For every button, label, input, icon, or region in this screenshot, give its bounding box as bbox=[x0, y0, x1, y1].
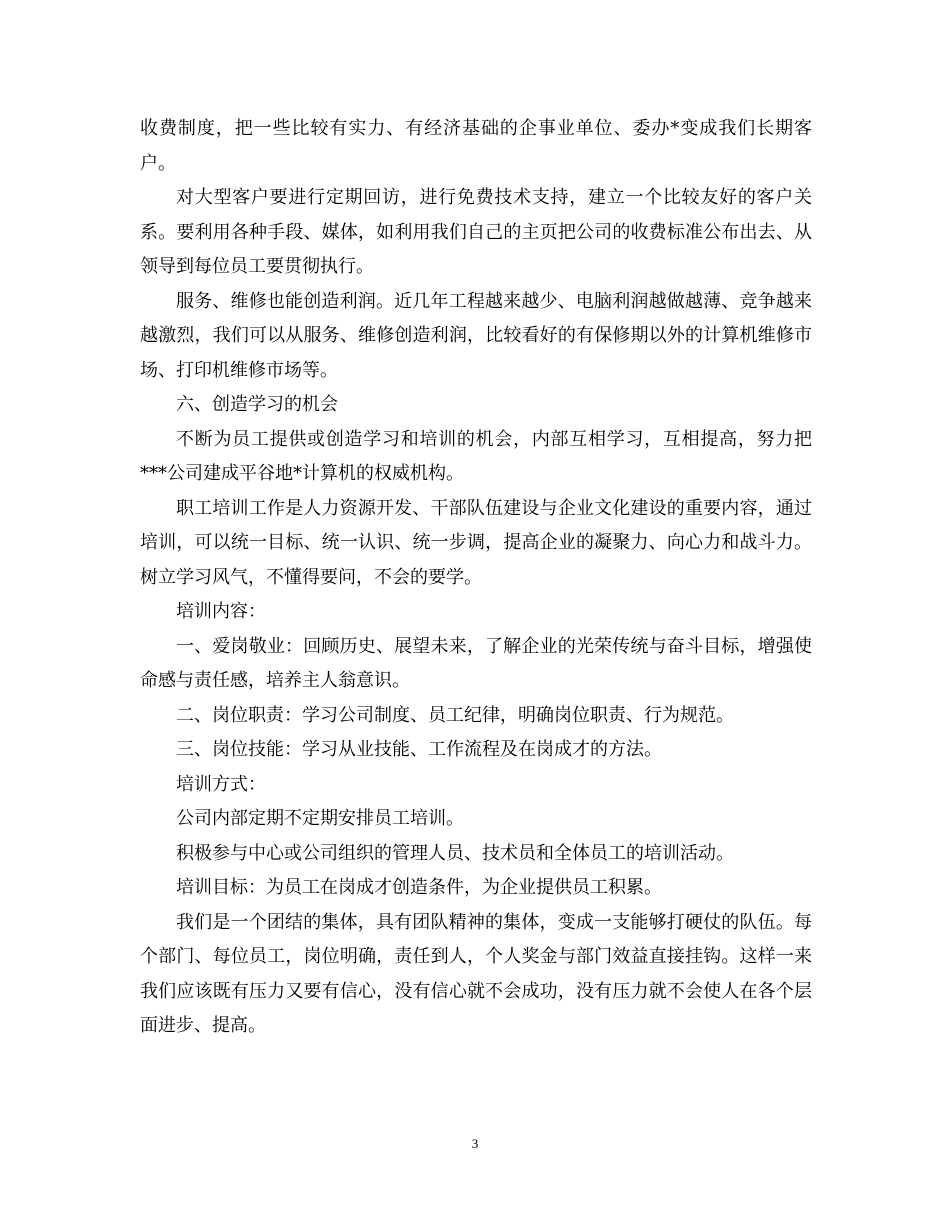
list-item: 二、岗位职责：学习公司制度、员工纪律，明确岗位职责、行为规范。 bbox=[176, 704, 734, 726]
paragraph: 对大型客户要进行定期回访，进行免费技术支持，建立一个比较友好的客户关系。要利用各种手段、媒体，如利用我们自己的主页把公司的收费标准公布出去、从领导到每位员工要贯彻执行。 bbox=[140, 187, 812, 277]
list-item: 三、岗位技能：学习从业技能、工作流程及在岗成才的方法。 bbox=[176, 739, 662, 760]
paragraph: 积极参与中心或公司组织的管理人员、技术员和全体员工的培训活动。 bbox=[176, 842, 734, 864]
section-heading: 六、创造学习的机会 bbox=[176, 394, 338, 415]
page-number: 3 bbox=[471, 1136, 479, 1151]
paragraph: 培训目标：为员工在岗成才创造条件，为企业提供员工积累。 bbox=[176, 877, 662, 898]
paragraph: 公司内部定期不定期安排员工培训。 bbox=[176, 808, 464, 829]
paragraph: 职工培训工作是人力资源开发、干部队伍建设与企业文化建设的重要内容，通过培训，可以统一目标、统一认识、统一步调，提高企业的凝聚力、向心力和战斗力。树立学习风气，不懂得要问，不会的要学。 bbox=[140, 497, 812, 588]
subheading-training-content: 培训内容： bbox=[176, 601, 266, 622]
paragraph: 服务、维修也能创造利润。近几年工程越来越少、电脑利润越做越薄、竞争越来越激烈，我们可以从服务、维修创造利润，比较看好的有保修期以外的计算机维修市场、打印机维修市场等。 bbox=[140, 290, 812, 381]
paragraph: 收费制度，把一些比较有实力、有经济基础的企事业单位、委办*变成我们长期客户。 bbox=[140, 118, 812, 174]
subheading-training-method: 培训方式： bbox=[176, 773, 266, 795]
document-body bbox=[140, 112, 812, 1044]
paragraph: 不断为员工提供或创造学习和培训的机会，内部互相学习，互相提高，努力把***公司建成平谷地*计算机的权威机构。 bbox=[140, 428, 812, 484]
list-item: 一、爱岗敬业：回顾历史、展望未来，了解企业的光荣传统与奋斗目标，增强使命感与责任感，培养主人翁意识。 bbox=[140, 635, 812, 691]
paragraph: 我们是一个团结的集体，具有团队精神的集体，变成一支能够打硬仗的队伍。每个部门、每位员工，岗位明确，责任到人，个人奖金与部门效益直接挂钩。这样一来我们应该既有压力又要有信心，没有信心就不会成功，没有压力就不会使人在各个层面进步、提高。 bbox=[140, 911, 812, 1036]
